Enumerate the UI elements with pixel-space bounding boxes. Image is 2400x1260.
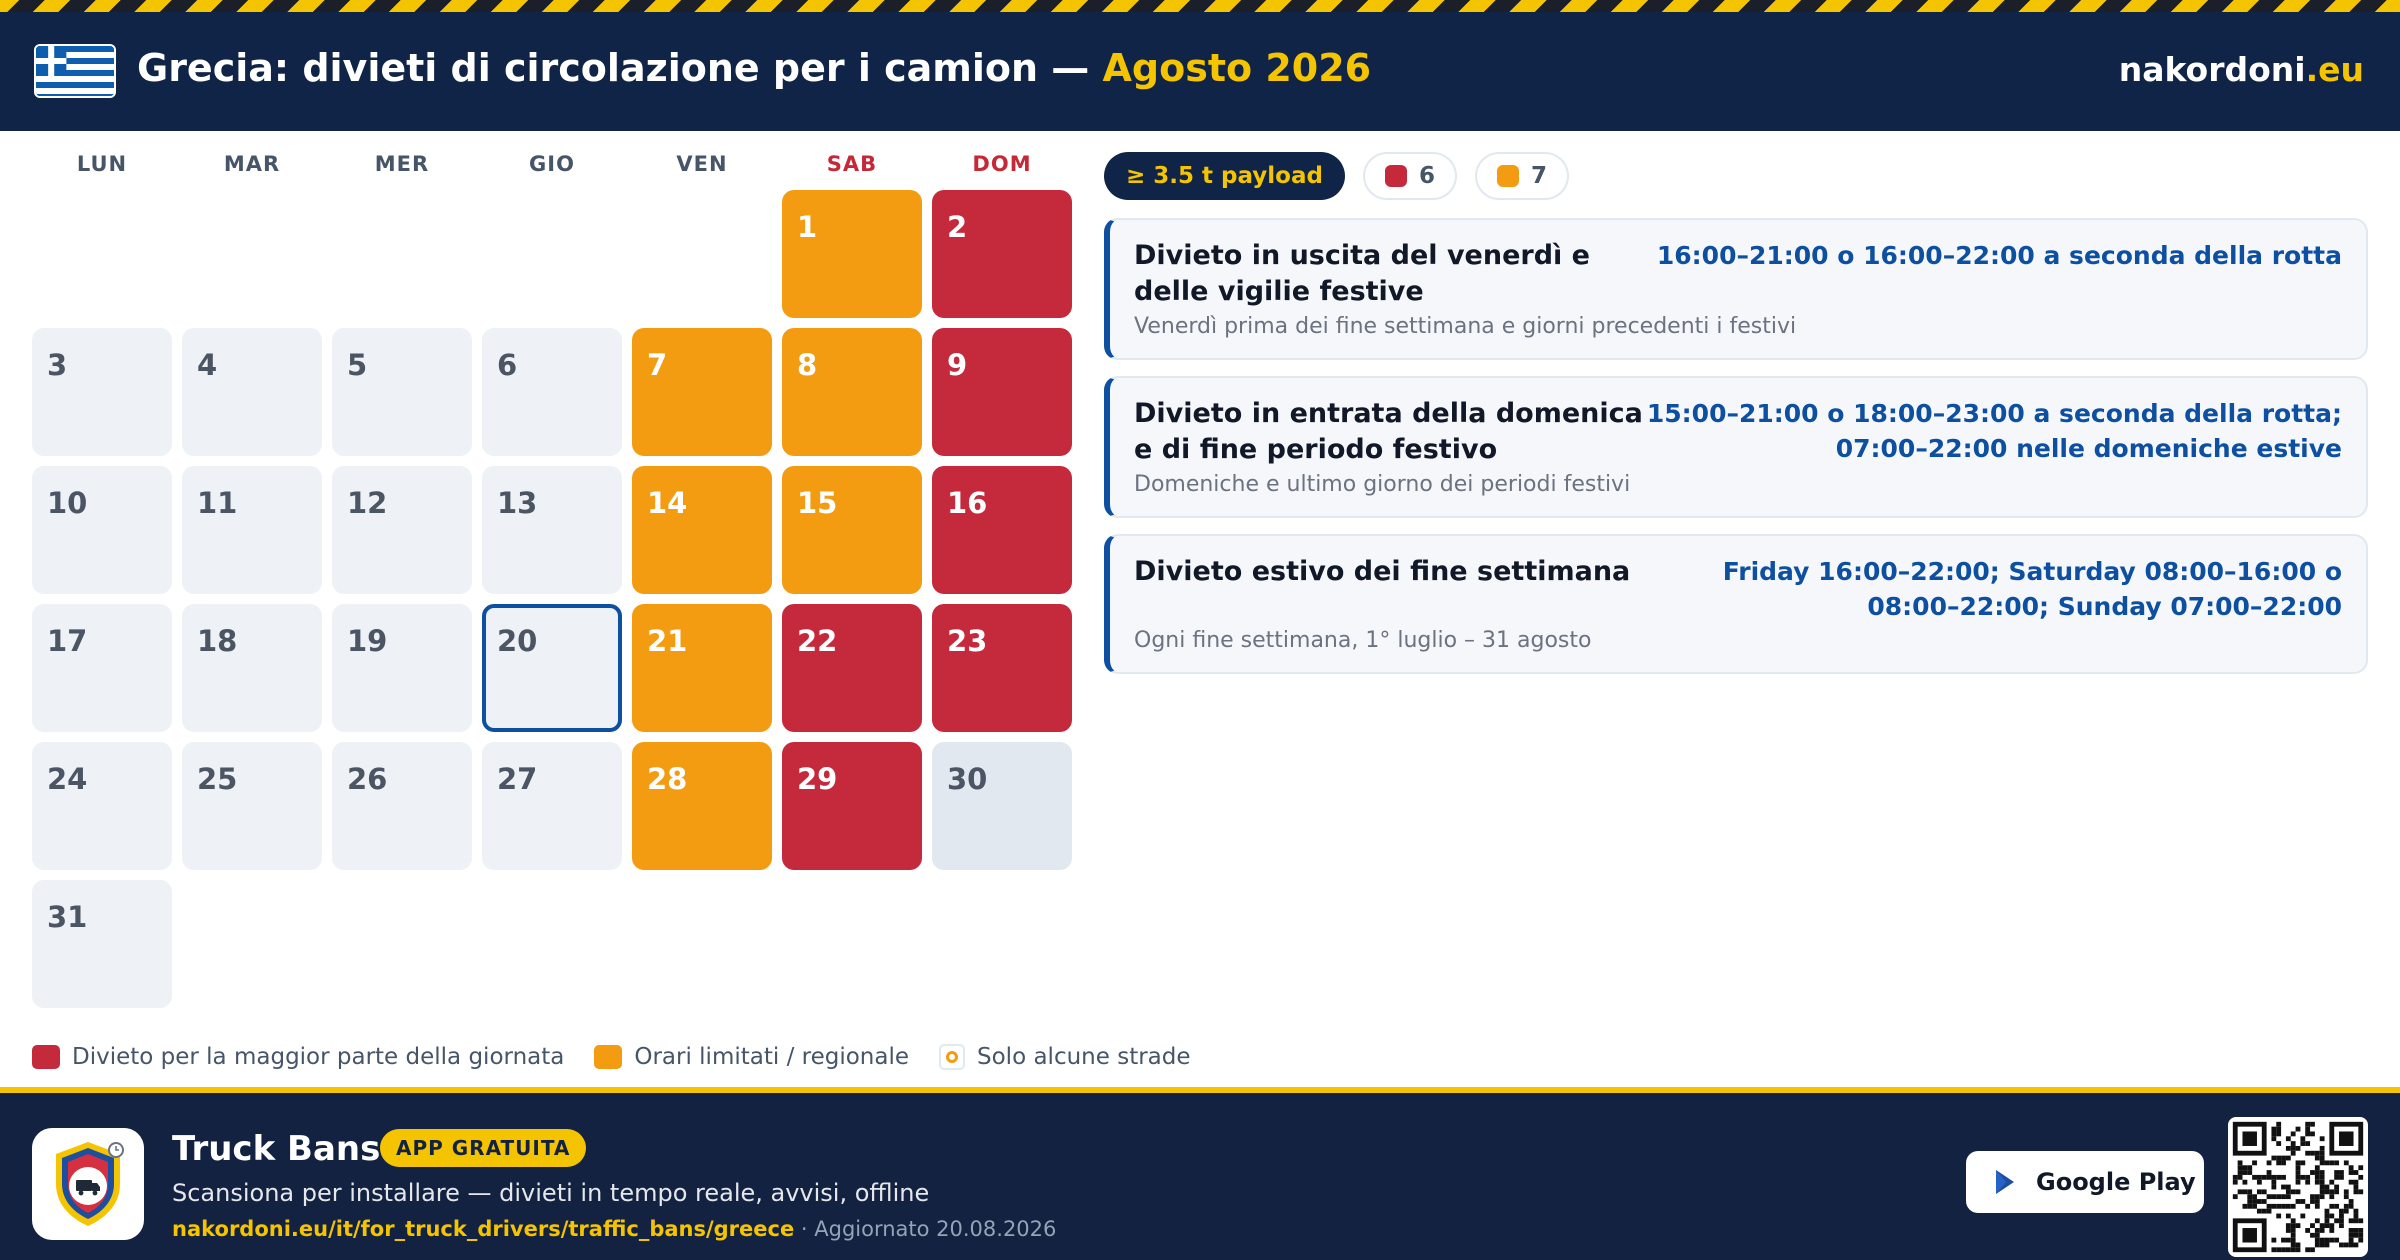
day-number: 23 [947, 624, 988, 658]
orange-swatch-icon [594, 1045, 622, 1069]
day-number: 25 [197, 762, 238, 796]
page-title [137, 46, 1371, 90]
day-number: 9 [947, 348, 968, 382]
calendar-day[interactable] [632, 466, 772, 594]
calendar-day[interactable] [632, 328, 772, 456]
day-number: 12 [347, 486, 388, 520]
weekday-label: DOM [972, 152, 1032, 176]
app-subtitle: Scansiona per installare — divieti in tempo reale, avvisi, offline [172, 1179, 930, 1207]
title-main: Grecia: divieti di circolazione per i camion — [137, 46, 1090, 90]
filter-chips [1104, 152, 1569, 200]
calendar-day[interactable] [32, 742, 172, 870]
day-number: 2 [947, 210, 968, 244]
rule-title: Divieto in entrata della domenica e di fine periodo festivo [1134, 398, 1643, 465]
calendar-day[interactable] [932, 328, 1072, 456]
qr-code-icon [2228, 1117, 2368, 1257]
calendar-day[interactable] [782, 466, 922, 594]
day-number: 28 [647, 762, 688, 796]
truck-shield-icon[interactable] [32, 1128, 144, 1240]
brand-logo[interactable] [2119, 50, 2364, 89]
brand-tld: .eu [2305, 50, 2364, 89]
greece-flag-icon [34, 44, 116, 98]
calendar-day[interactable] [182, 328, 322, 456]
updated-date: · Aggiornato 20.08.2026 [794, 1217, 1057, 1241]
calendar-day[interactable] [932, 742, 1072, 870]
day-number: 13 [497, 486, 538, 520]
calendar-day[interactable] [632, 742, 772, 870]
legend-item-orange [594, 1044, 909, 1070]
free-app-badge: APP GRATUITA [380, 1129, 586, 1167]
calendar-day[interactable] [332, 328, 472, 456]
day-number: 4 [197, 348, 218, 382]
day-number: 30 [947, 762, 988, 796]
calendar-day[interactable] [782, 742, 922, 870]
day-number: 10 [47, 486, 88, 520]
rule-description: Ogni fine settimana, 1° luglio – 31 agosto [1134, 628, 1592, 653]
calendar-day[interactable] [182, 742, 322, 870]
day-number: 31 [47, 900, 88, 934]
calendar-day[interactable] [932, 604, 1072, 732]
rule-description: Domeniche e ultimo giorno dei periodi festivi [1134, 472, 1631, 497]
calendar-day[interactable] [32, 880, 172, 1008]
rule-time: 16:00–21:00 o 16:00–22:00 a seconda della rotta [1656, 241, 2342, 270]
day-number: 19 [347, 624, 388, 658]
rule-time: 15:00–21:00 o 18:00–23:00 a seconda della rotta; 07:00–22:00 nelle domeniche estive [1646, 399, 2342, 463]
calendar-day[interactable] [782, 190, 922, 318]
calendar-day[interactable] [32, 466, 172, 594]
day-number: 7 [647, 348, 668, 382]
calendar-day[interactable] [332, 742, 472, 870]
red-dot-icon [1385, 165, 1407, 187]
calendar-day-today[interactable] [482, 604, 622, 732]
calendar-day[interactable] [332, 466, 472, 594]
rule-title: Divieto estivo dei fine settimana [1134, 556, 1631, 587]
payload-chip[interactable]: ≥ 3.5 t payload [1104, 152, 1345, 200]
legend-label-orange: Orari limitati / regionale [634, 1044, 910, 1070]
page-header [0, 0, 2400, 131]
legend-item-ring [939, 1044, 1191, 1070]
brand-main: nakordoni [2118, 50, 2306, 89]
app-link-line [172, 1217, 1056, 1241]
orange-count: 7 [1531, 163, 1548, 189]
day-number: 3 [47, 348, 68, 382]
weekday-label: VEN [676, 152, 728, 176]
calendar-day[interactable] [32, 604, 172, 732]
legend-label-red: Divieto per la maggior parte della giornata [72, 1044, 565, 1070]
day-number: 11 [197, 486, 238, 520]
day-number: 6 [497, 348, 518, 382]
day-number: 15 [797, 486, 838, 520]
day-number: 24 [47, 762, 88, 796]
google-play-icon [1994, 1169, 2016, 1195]
day-number: 26 [347, 762, 388, 796]
weekday-label: GIO [529, 152, 575, 176]
google-play-label: Google Play [2036, 1168, 2196, 1196]
legend [32, 1044, 1221, 1070]
calendar-day[interactable] [932, 466, 1072, 594]
calendar-day[interactable] [332, 604, 472, 732]
day-number: 17 [47, 624, 88, 658]
weekday-label: MAR [223, 152, 281, 176]
day-number: 29 [797, 762, 838, 796]
day-number: 14 [647, 486, 688, 520]
day-number: 16 [947, 486, 988, 520]
rule-card-sunday[interactable] [1104, 376, 2368, 518]
calendar-day[interactable] [182, 604, 322, 732]
calendar-day[interactable] [782, 604, 922, 732]
weekday-label: LUN [76, 152, 128, 176]
day-number: 27 [497, 762, 538, 796]
day-number: 8 [797, 348, 818, 382]
weekday-label: MER [374, 152, 430, 176]
calendar-day[interactable] [182, 466, 322, 594]
rule-card-friday[interactable] [1104, 218, 2368, 360]
app-promo-footer [0, 1087, 2400, 1260]
weekday-label: SAB [826, 152, 878, 176]
legend-label-ring: Solo alcune strade [977, 1044, 1191, 1070]
calendar-day[interactable] [632, 604, 772, 732]
legend-item-red [32, 1044, 564, 1070]
day-number: 20 [497, 624, 538, 658]
orange-count-chip[interactable] [1475, 152, 1569, 200]
red-count: 6 [1418, 163, 1435, 189]
calendar-day[interactable] [482, 742, 622, 870]
rule-time: Friday 16:00–22:00; Saturday 08:00–16:00 o 08:00–22:00; Sunday 07:00–22:00 [1722, 557, 2342, 621]
day-number: 1 [797, 210, 818, 244]
day-number: 5 [347, 348, 368, 382]
calendar-day[interactable] [482, 466, 622, 594]
day-number: 18 [197, 624, 238, 658]
app-name: Truck Bans [172, 1129, 381, 1169]
ring-swatch-icon [939, 1044, 965, 1070]
google-play-button[interactable] [1966, 1151, 2204, 1213]
rule-title: Divieto in uscita del venerdì e delle vigilie festive [1134, 240, 1590, 307]
rule-card-summer[interactable] [1104, 534, 2368, 674]
red-swatch-icon [32, 1045, 60, 1069]
calendar-day[interactable] [932, 190, 1072, 318]
calendar-day[interactable] [482, 328, 622, 456]
orange-dot-icon [1497, 165, 1519, 187]
calendar-day[interactable] [32, 328, 172, 456]
day-number: 21 [647, 624, 688, 658]
title-month: Agosto 2026 [1102, 46, 1372, 90]
day-number: 22 [797, 624, 838, 658]
app-url-link[interactable]: nakordoni.eu/it/for_truck_drivers/traffic_bans/greece [172, 1217, 795, 1241]
hazard-stripes [0, 0, 2400, 12]
calendar-day[interactable] [782, 328, 922, 456]
red-count-chip[interactable] [1363, 152, 1457, 200]
rule-description: Venerdì prima dei fine settimana e giorni precedenti i festivi [1134, 314, 1797, 339]
